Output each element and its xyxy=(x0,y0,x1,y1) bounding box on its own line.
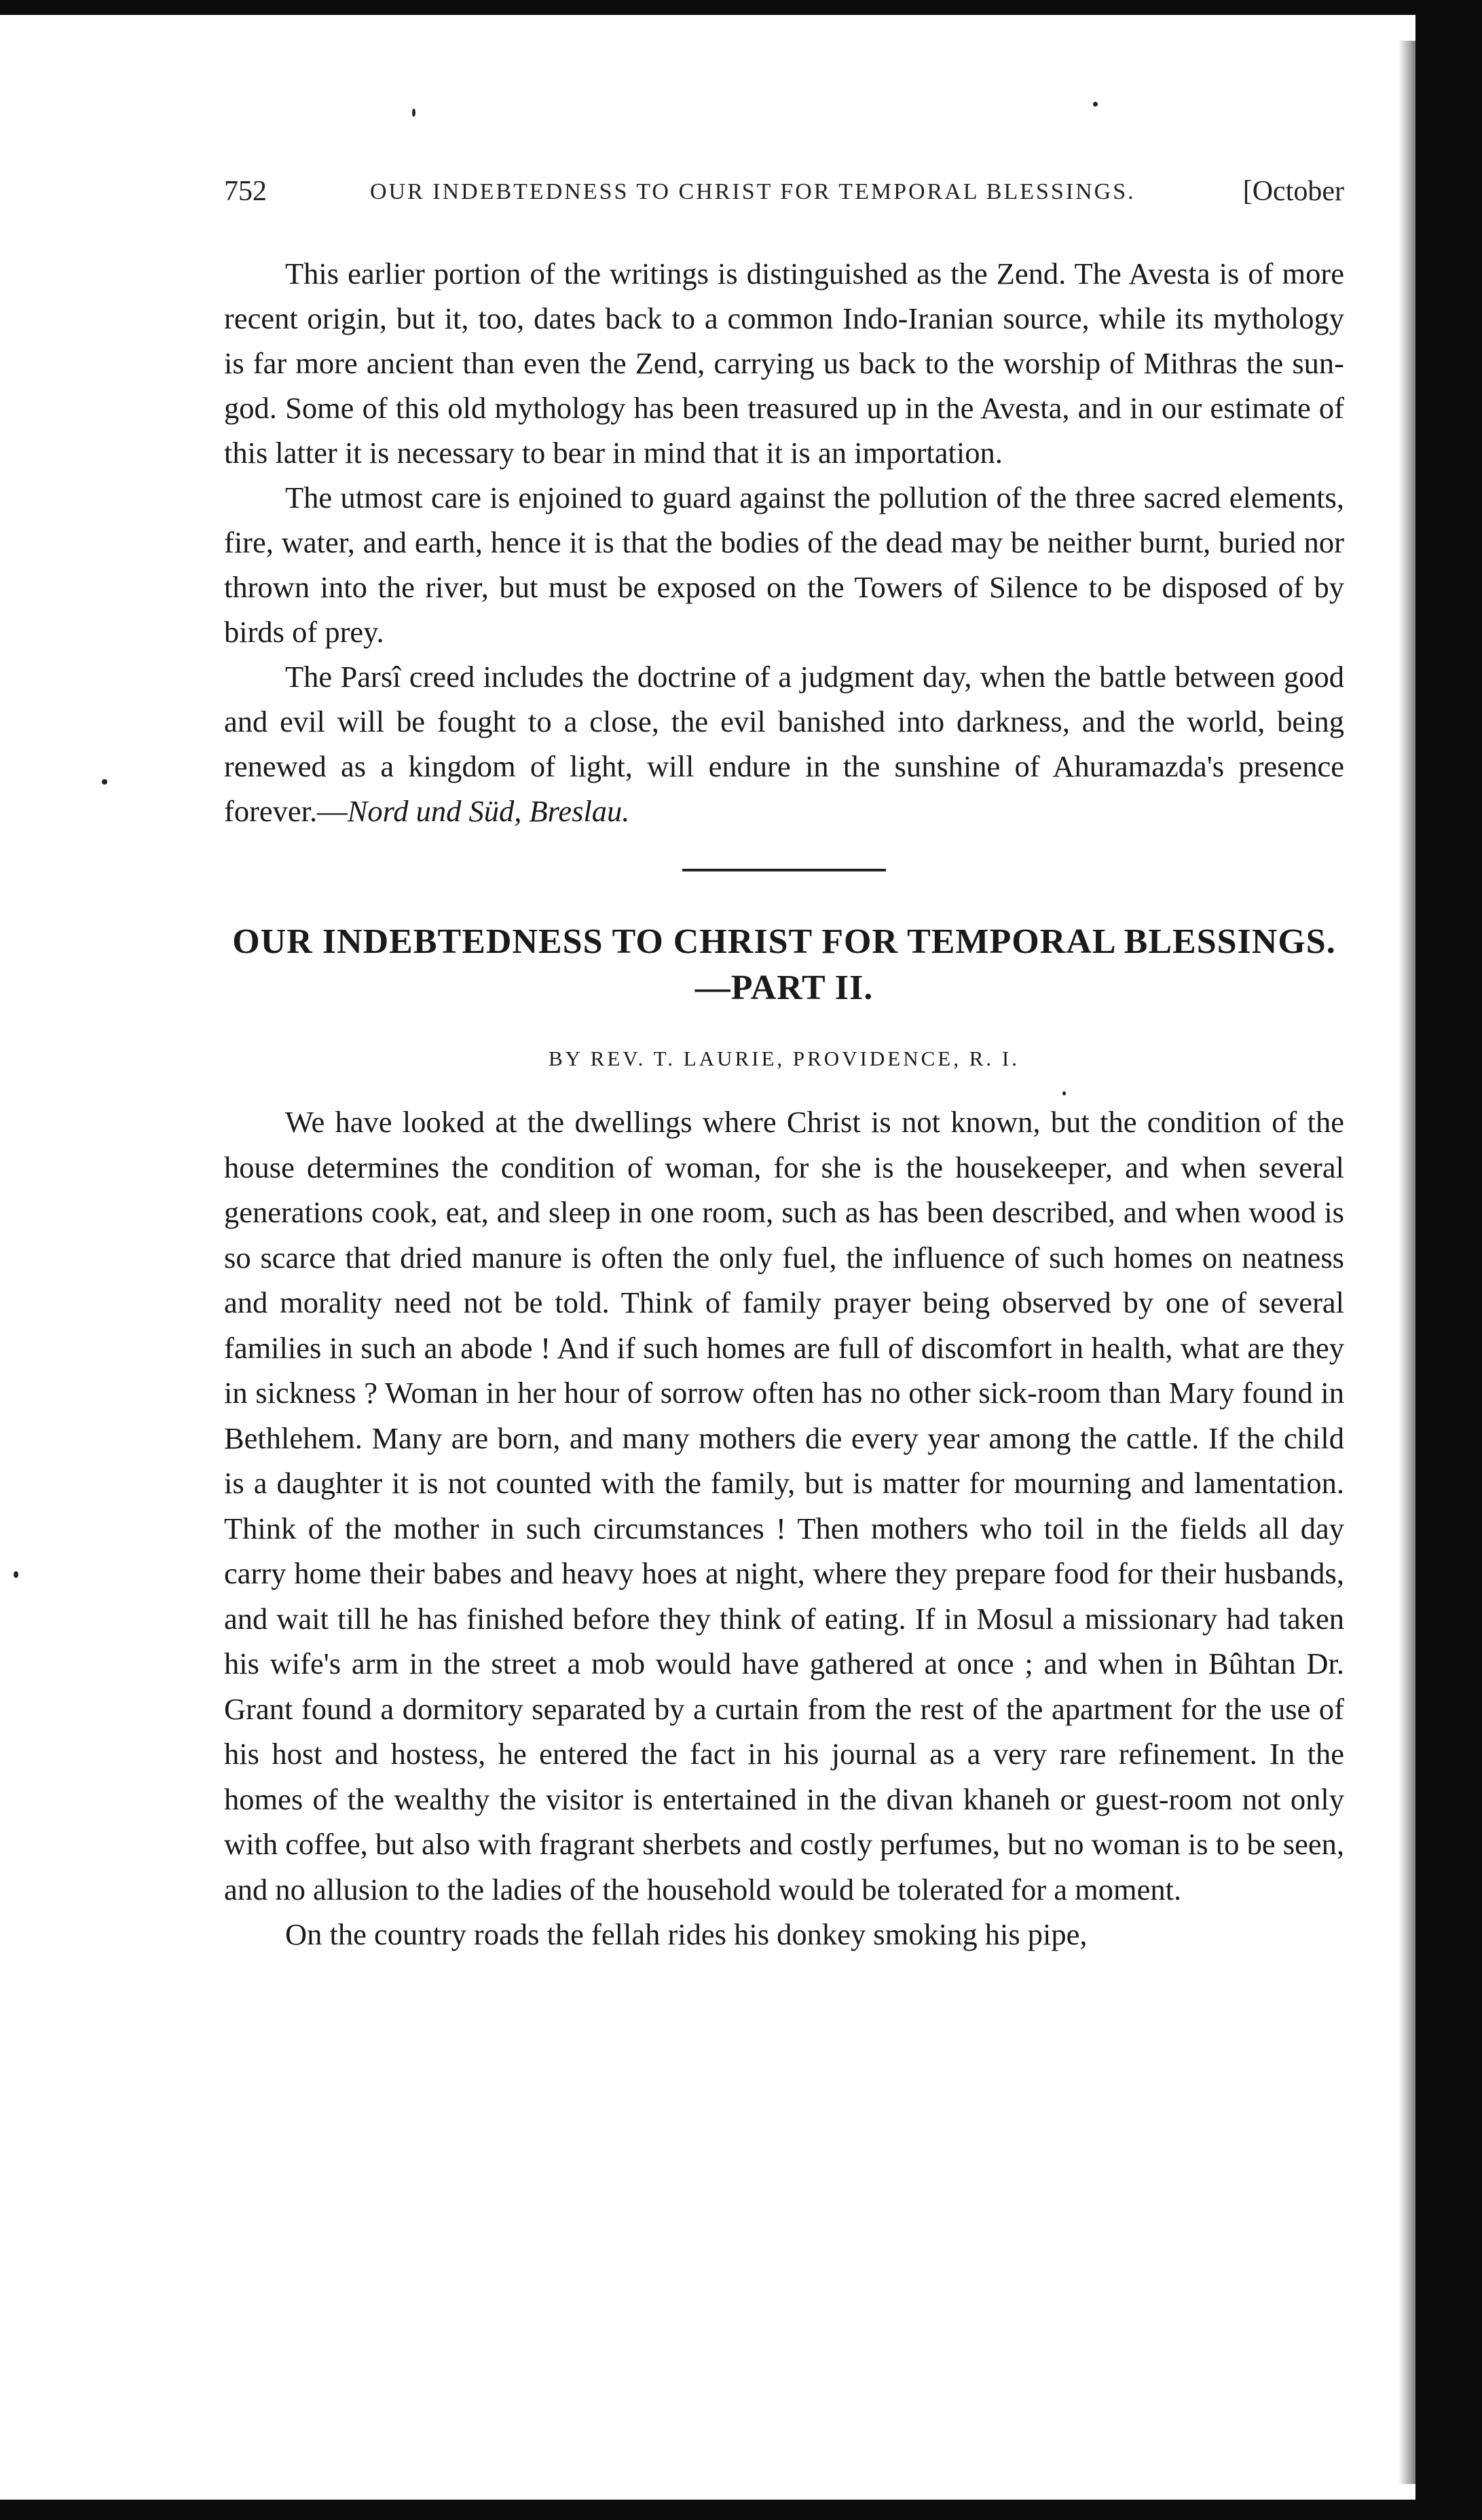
scan-speck xyxy=(102,779,107,785)
page-number: 752 xyxy=(224,176,267,207)
scan-border-right xyxy=(1415,0,1482,2520)
scan-border-bottom xyxy=(0,2500,1482,2520)
paragraph: On the country roads the fellah rides his donkey smoking his pipe, xyxy=(285,1917,1088,1951)
book-page xyxy=(224,163,1344,1957)
paragraph-text: The Parsî creed includes the doctrine of a judgment day, when the battle between good and evil will be fought to a close, the evil banished into darkness, and the world, being renewed as a kingdom of light, will endure in the sunshine of Ahuramazda's presence forever.— xyxy=(224,660,1344,828)
scan-speck xyxy=(14,1571,18,1578)
paragraph xyxy=(224,654,1344,833)
running-head xyxy=(224,163,1344,210)
paragraph: This earlier portion of the writings is distinguished as the Zend. The Avesta is of more recent origin, but it, too, dates back to a common Indo-Iranian source, while its mythology is far more ancient than even the Zend, carrying us back to the worship of Mithras the sun-god. Some of this old mythology has been treasured up in the Avesta, and in our estimate of this latter it is necessary to bear in mind that it is an importation. xyxy=(224,257,1344,470)
scan-border-top xyxy=(0,0,1482,15)
section-divider xyxy=(682,869,886,871)
paragraph: We have looked at the dwellings where Christ is not known, but the condition of the house determines the condition of woman, for she is the housekeeper, and when several generations cook, eat, and sleep in one room, such as has been described, and when wood is so scarce that dried manure is often the only fuel, the influence of such homes on neatness and morality need not be told. Think of family prayer being observed by one of several families in such an abode ! And if such homes are full of discomfort in health, what are they in sickness ? Woman in her hour of sorrow often has no other sick-room than Mary found in Bethlehem. Many are born, and many mothers die every year among the cattle. If the child is a daughter it is not counted with the family, but is matter for mourning and lamentation. Think of the mother in such circumstances ! Then mothers who toil in the fields all day carry home their babes and heavy hoes at night, where they prepare food for their husbands, and wait till he has finished before they think of eating. If in Mosul a missionary had taken his wife's arm in the street a mob would have gathered at once ; and when in Bûhtan Dr. Grant found a dormitory separated by a curtain from the rest of the apartment for the use of his host and hostess, he entered the fact in his journal as a very rare refinement. In the homes of the wealthy the visitor is entertained in the divan khaneh or guest-room not only with coffee, but also with fragrant sherbets and costly perfumes, but no woman is to be seen, and no allusion to the ladies of the household would be tolerated for a moment. xyxy=(224,1105,1344,1906)
source-citation: Nord und Süd, Breslau. xyxy=(347,794,630,828)
paragraph: The utmost care is enjoined to guard against the pollution of the three sacred elements, fire, water, and earth, hence it is that the bodies of the dead may be neither burnt, buried nor thrown into the river, but must be exposed on the Towers of Silence to be disposed of by birds of prey. xyxy=(224,481,1344,649)
article-body xyxy=(224,1099,1344,1957)
previous-article-conclusion xyxy=(224,251,1344,833)
scan-speck xyxy=(412,109,415,117)
running-month: [October xyxy=(1242,176,1344,207)
running-title: OUR INDEBTEDNESS TO CHRIST FOR TEMPORAL BLESSINGS. xyxy=(370,179,1136,204)
article-title: OUR INDEBTEDNESS TO CHRIST FOR TEMPORAL BLESSINGS.—PART II. xyxy=(232,922,1336,1007)
scan-speck xyxy=(1093,102,1098,107)
byline: BY REV. T. LAURIE, PROVIDENCE, R. I. xyxy=(549,1047,1020,1070)
